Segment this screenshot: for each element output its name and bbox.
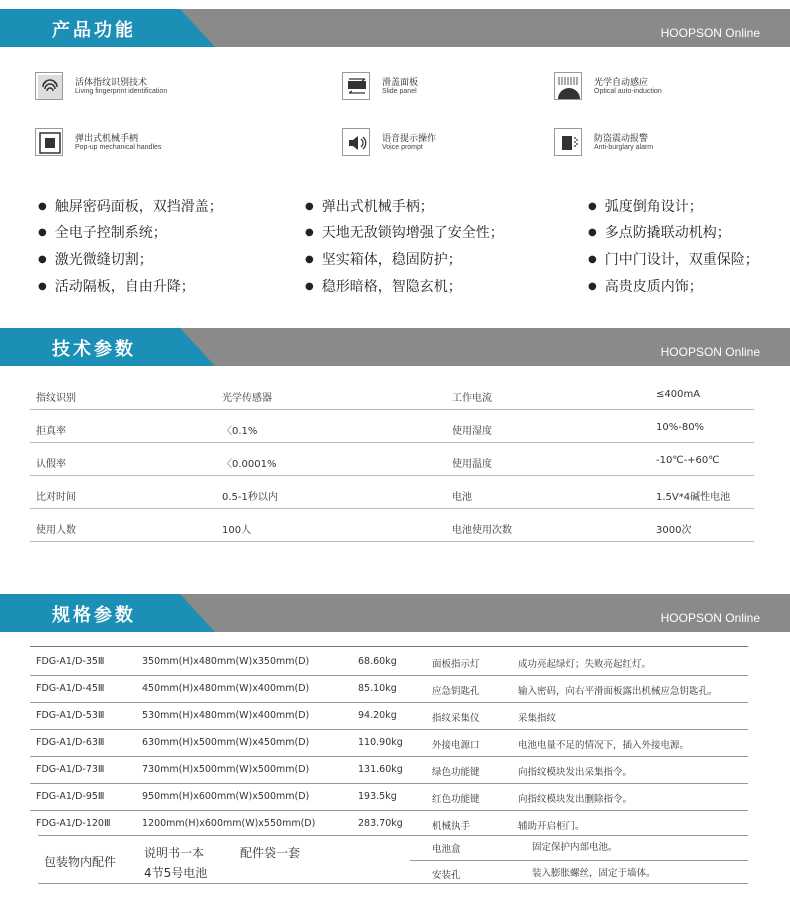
optical-sensor-icon bbox=[554, 72, 582, 100]
bullet: ● 门中门设计，双重保险； bbox=[588, 249, 759, 269]
bullet: ● 天地无敌锁钩增强了安全性； bbox=[305, 222, 504, 242]
table-row: 认假率 〈0.0001% 使用温度 -10℃-+60℃ bbox=[30, 443, 754, 476]
tech-header: 技术参数 HOOPSON Online bbox=[0, 328, 790, 366]
table-row: FDG-A1/D-120Ⅲ 1200mm(H)x600mm(W)x550mm(D) 283.70kg 机械执手 辅助开启柜门。 bbox=[36, 818, 585, 832]
bullet: ● 弹出式机械手柄； bbox=[305, 196, 434, 216]
bullet: ● 稳形暗格，智隐玄机； bbox=[305, 276, 462, 296]
table-row: FDG-A1/D-63Ⅲ 630mm(H)x500mm(W)x450mm(D) 110.90kg 外接电源口 电池电量不足的情况下，插入外接电源。 bbox=[30, 733, 748, 757]
table-row: 使用人数 100人 电池使用次数 3000次 bbox=[30, 509, 754, 542]
spec-title: 规格参数 bbox=[52, 605, 136, 626]
fingerprint-icon bbox=[35, 72, 63, 100]
table-row: 比对时间 0.5-1秒以内 电池 1.5V*4碱性电池 bbox=[30, 476, 754, 509]
features-title: 产品功能 bbox=[52, 20, 136, 41]
bullet: ● 触屏密码面板，双挡滑盖； bbox=[38, 196, 223, 216]
table-row: FDG-A1/D-35Ⅲ 350mm(H)x480mm(W)x350mm(D) 68.60kg 面板指示灯 成功亮起绿灯；失败亮起红灯。 bbox=[30, 652, 748, 676]
bullet: ● 全电子控制系统； bbox=[38, 222, 167, 242]
bullet: ● 弧度倒角设计； bbox=[588, 196, 703, 216]
packing-label: 包装物内配件 bbox=[44, 855, 117, 869]
table-row: 指纹识别 光学传感器 工作电流 ≤400mA bbox=[30, 377, 754, 410]
spec-header: 规格参数 HOOPSON Online bbox=[0, 594, 790, 632]
features-header bbox=[0, 9, 790, 47]
table-row: FDG-A1/D-45Ⅲ 450mm(H)x480mm(W)x400mm(D) 85.10kg 应急钥匙孔 输入密码，向右平滑面板露出机械应急钥匙孔。 bbox=[30, 679, 748, 703]
slide-panel-icon bbox=[342, 72, 370, 100]
bullet: ● 坚实箱体，稳固防护； bbox=[305, 249, 462, 269]
bullet: ● 多点防撬联动机构； bbox=[588, 222, 731, 242]
table-row: FDG-A1/D-95Ⅲ 950mm(H)x600mm(W)x500mm(D) 193.5kg 红色功能键 向指纹模块发出删除指令。 bbox=[30, 787, 748, 811]
table-row: FDG-A1/D-53Ⅲ 530mm(H)x480mm(W)x400mm(D) 94.20kg 指纹采集仪 采集指纹 bbox=[30, 706, 748, 730]
parts-extra: 电池盒 固定保护内部电池。 安装孔 装入膨胀螺丝，固定于墙体。 bbox=[410, 835, 748, 884]
bullet: ● 活动隔板，自由升降； bbox=[38, 276, 195, 296]
bullet: ● 激光微缝切割； bbox=[38, 249, 153, 269]
table-row: 拒真率 〈0.1% 使用湿度 10%-80% bbox=[30, 410, 754, 443]
handle-icon bbox=[35, 128, 63, 156]
speaker-icon bbox=[342, 128, 370, 156]
bullet: ● 高贵皮质内饰； bbox=[588, 276, 703, 296]
tech-title: 技术参数 bbox=[52, 339, 136, 360]
packing-block: 包装物内配件 说明书一本 配件袋一套 4节5号电池 bbox=[38, 835, 410, 884]
alarm-icon bbox=[554, 128, 582, 156]
brand-label: HOOPSON Online bbox=[660, 26, 760, 40]
table-row: FDG-A1/D-73Ⅲ 730mm(H)x500mm(W)x500mm(D) 131.60kg 绿色功能键 向指纹模块发出采集指令。 bbox=[30, 760, 748, 784]
